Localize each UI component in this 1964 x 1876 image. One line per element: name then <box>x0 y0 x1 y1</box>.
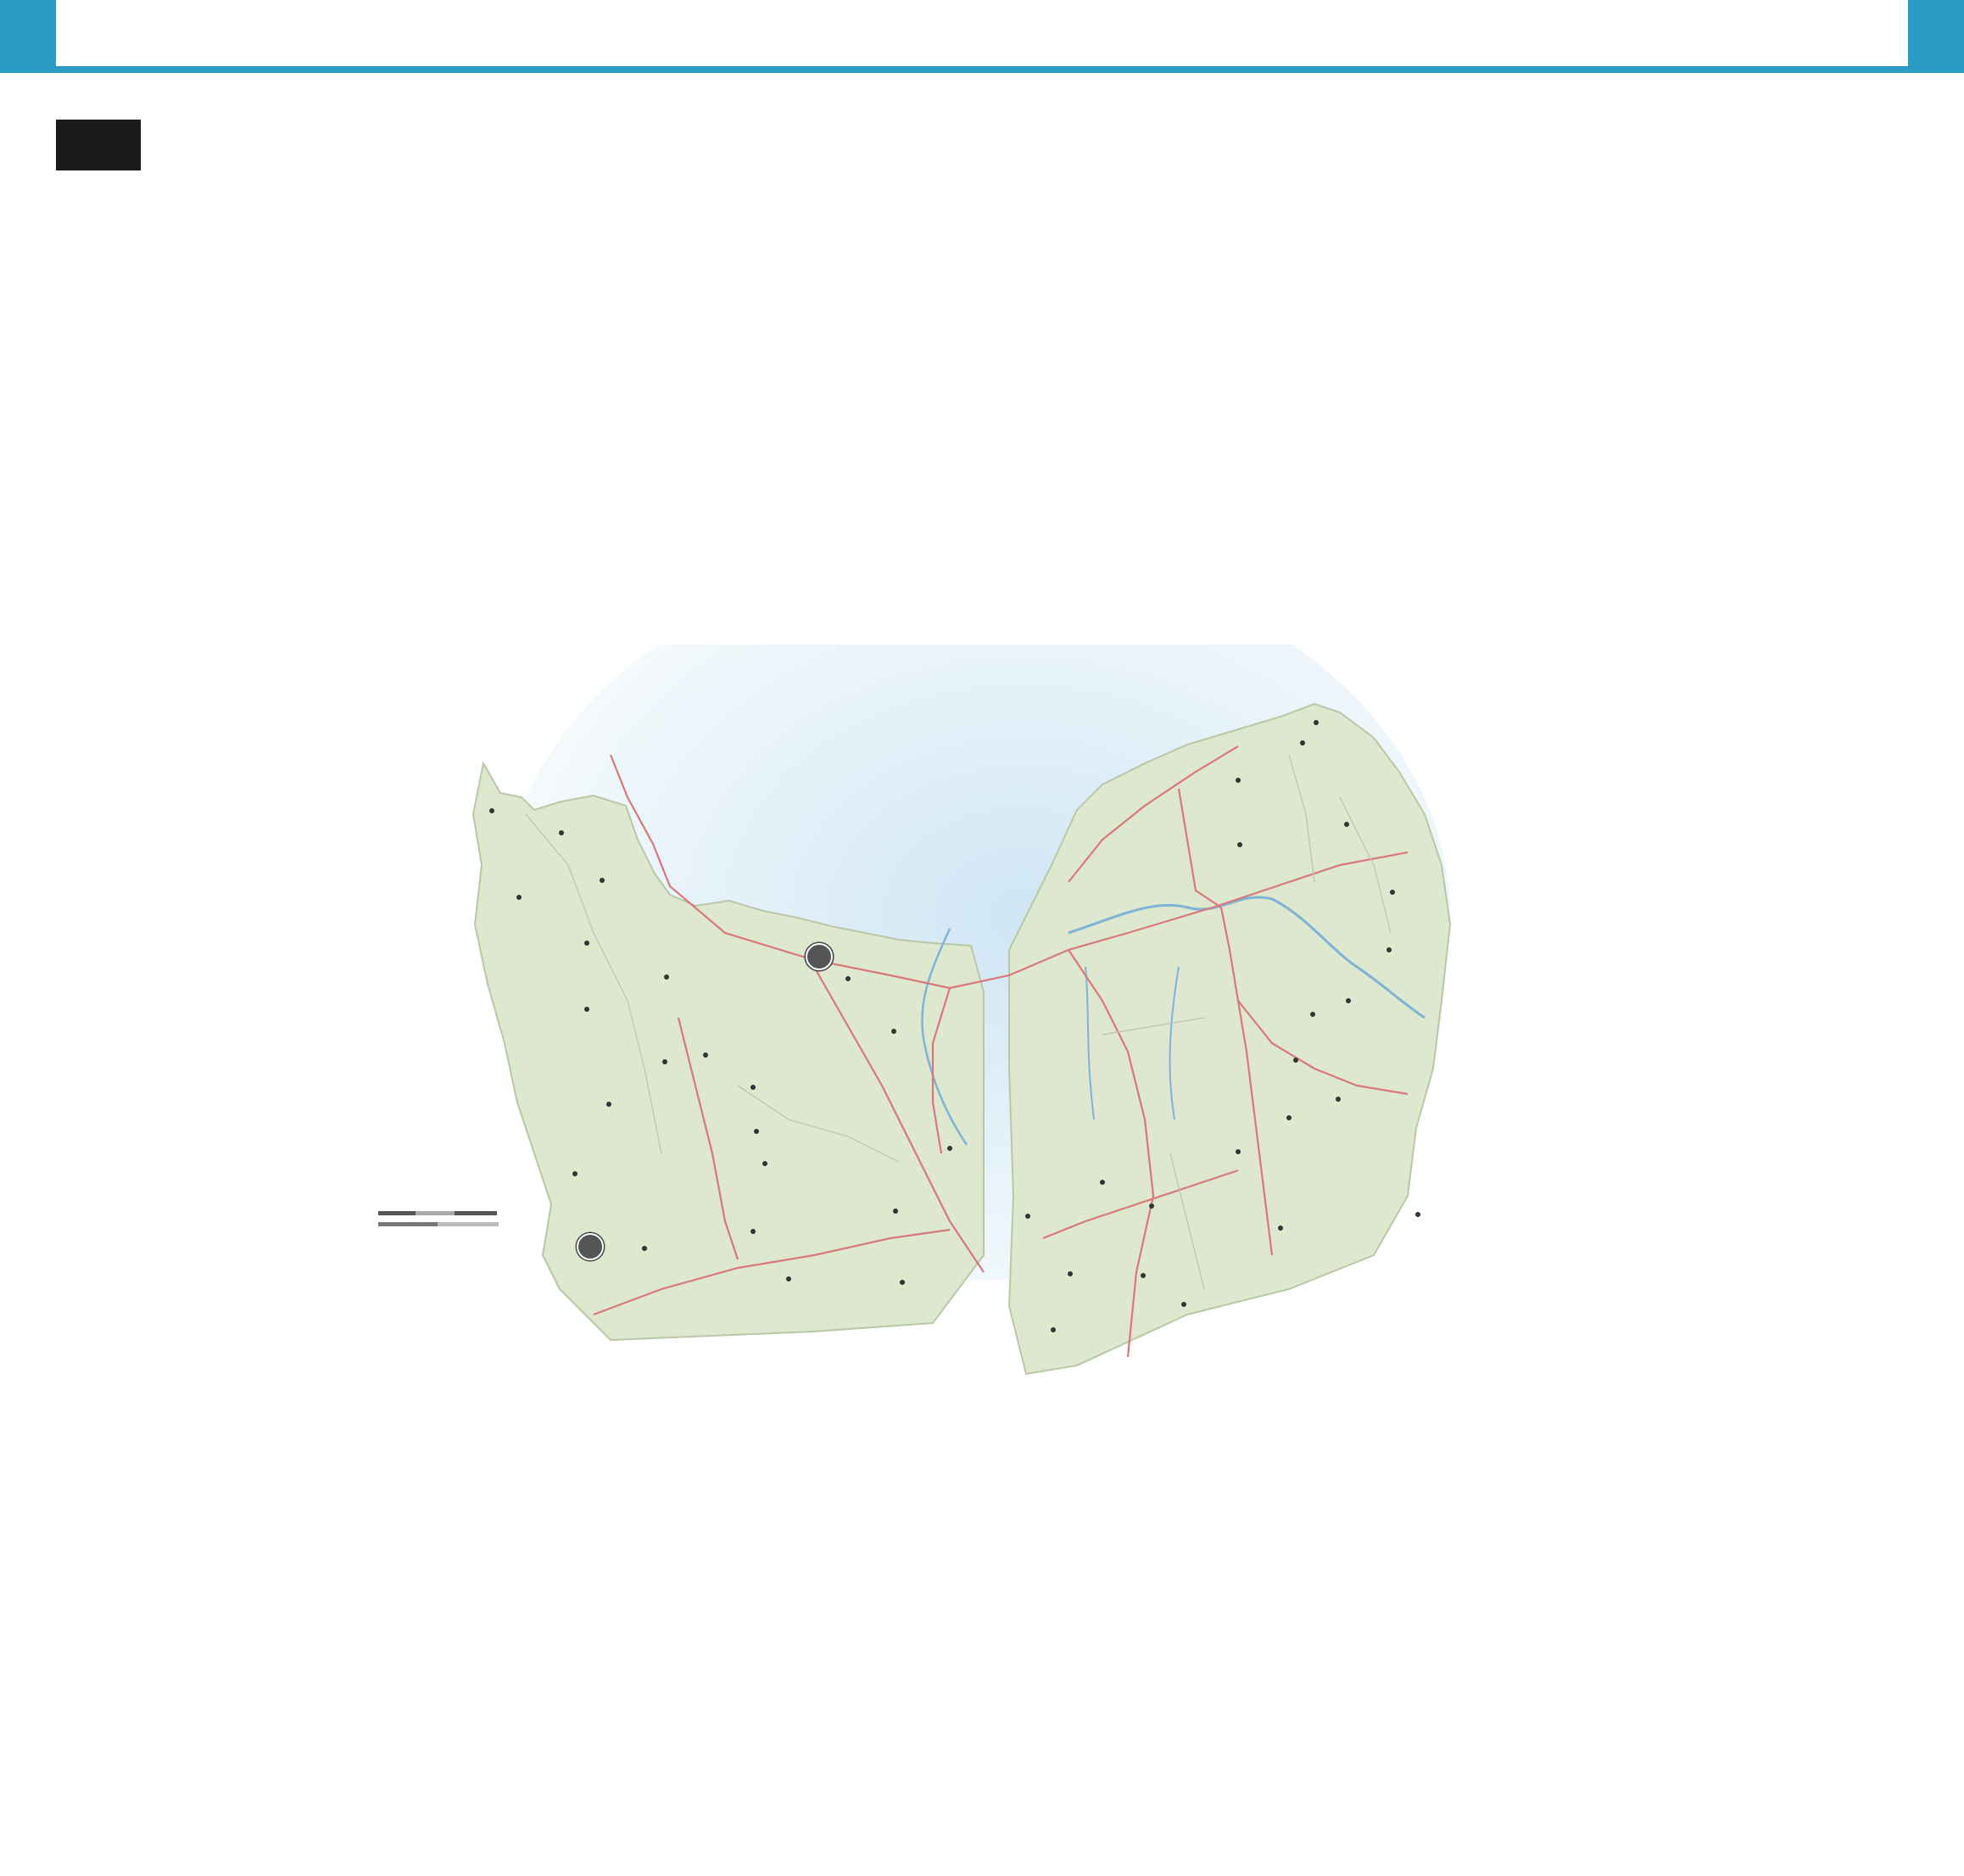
map-pin-1[interactable] <box>577 1233 604 1260</box>
header-tab-right <box>1908 0 1964 73</box>
normandy-map <box>339 645 1560 1382</box>
header-tab-left <box>0 0 56 73</box>
scale-bar <box>378 1211 499 1226</box>
header-rule <box>56 66 1908 73</box>
top10-logo <box>56 120 141 170</box>
running-header <box>0 0 1964 73</box>
right-running-head <box>1862 22 1879 59</box>
map-graphic <box>339 645 1560 1382</box>
map-pin-8b[interactable] <box>806 943 833 970</box>
left-running-head <box>85 22 102 59</box>
